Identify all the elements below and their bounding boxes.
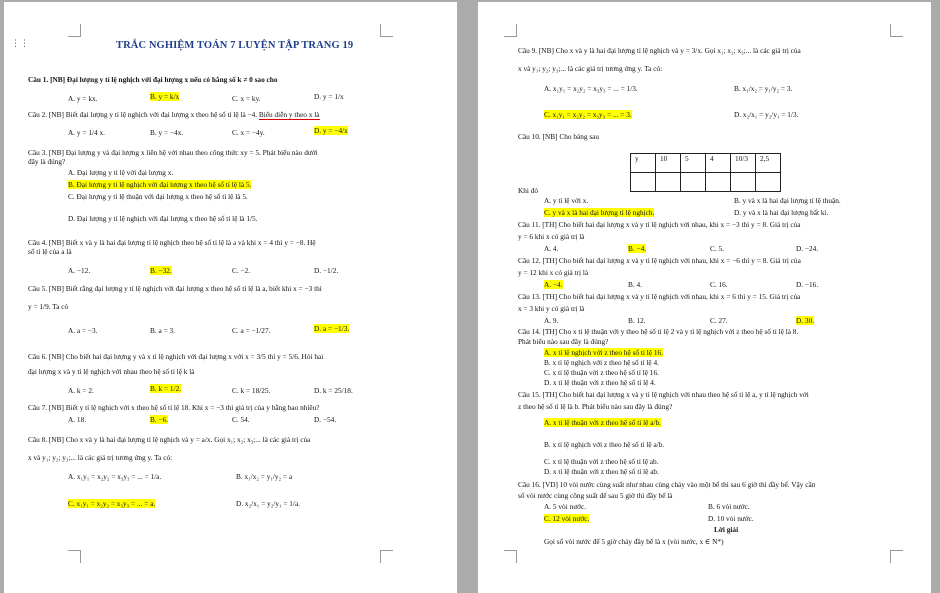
q1-option-d: D. y = 1/x — [314, 92, 344, 101]
q16-option-d: D. 10 vòi nước. — [708, 514, 754, 523]
document-page-right — [478, 2, 931, 593]
q16-option-a: A. 5 vòi nước. — [544, 502, 587, 511]
question-4-stem-line2: số tỉ lệ của a là — [28, 247, 72, 256]
question-16-stem-line2: số vòi nước cùng công suất để sau 5 giờ thì đầy bể là — [518, 491, 673, 500]
q13-option-a: A. 9. — [544, 316, 559, 325]
question-14-stem-line2: Phát biểu nào sau đây là đúng? — [518, 337, 609, 346]
q14-option-b: B. x tỉ lệ nghịch với z theo hệ số tỉ lệ 4. — [544, 358, 659, 367]
q16-option-c: C. 12 vòi nước. — [544, 514, 590, 523]
q12-option-b: B. 4. — [628, 280, 642, 289]
q4-option-c: C. −2. — [232, 266, 251, 275]
value-table — [630, 153, 781, 192]
q2-stem-part2: Biểu diễn y theo x là — [258, 110, 320, 119]
q12-option-a: A. −4. — [544, 280, 563, 289]
question-10-stem: Câu 10. [NB] Cho bảng sau — [518, 132, 600, 141]
question-9-stem-line1: Câu 9. [NB] Cho x và y là hai đại lượng tỉ lệ nghịch và y = 3/x. Gọi x₁; x₂; x₃;... là các giá trị của — [518, 46, 801, 55]
q8-option-a: A. x₁y₁ = x₂y₂ = x₃y₃ = ... = 1/a. — [68, 472, 162, 481]
q3-option-b: B. Đại lượng y tỉ lệ nghịch với đại lượng x theo hệ số tỉ lệ là 5. — [68, 180, 252, 189]
q3-option-c: C. Đại lượng y tỉ lệ thuận với đại lượng x theo hệ số tỉ lệ là 5. — [68, 192, 248, 201]
table-cell — [631, 173, 656, 192]
q11-option-c: C. 5. — [710, 244, 724, 253]
q4-option-b: B. −32. — [150, 266, 172, 275]
question-15-stem-line2: z theo hệ số tỉ lệ là b. Phát biểu nào sau đây là đúng? — [518, 402, 673, 411]
table-cell — [706, 173, 731, 192]
q12-option-d: D. −16. — [796, 280, 819, 289]
q8-option-c: C. x₁y₁ = x₂y₂ = x₃y₃ = ... = a. — [68, 499, 156, 508]
q13-option-d: D. 30. — [796, 316, 815, 325]
question-11-stem-line1: Câu 11. [TH] Cho biết hai đại lượng x và y tỉ lệ nghịch với nhau, khi x = −3 thì y = 8. Giá trị của — [518, 220, 801, 229]
q16-option-b: B. 6 vòi nước. — [708, 502, 750, 511]
q2-option-c: C. x = −4y. — [232, 128, 265, 137]
question-5-stem-line2: y = 1/9. Ta có — [28, 302, 69, 311]
q11-option-d: D. −24. — [796, 244, 819, 253]
crop-mark — [890, 24, 903, 37]
document-page-left — [4, 2, 457, 593]
table-header-y: y — [631, 154, 656, 173]
question-8-stem-line2: x và y₁; y₂; y₃;... là các giá trị tương ứng y. Ta có: — [28, 453, 173, 462]
table-cell — [681, 173, 706, 192]
q9-option-d: D. x₂/x₁ = y₂/y₁ = 1/3. — [734, 110, 799, 119]
q7-option-a: A. 18. — [68, 415, 87, 424]
question-11-stem-line2: y = 6 khi x có giá trị là — [518, 232, 585, 241]
table-cell: 10 — [656, 154, 681, 173]
q8-option-d: D. x₂/x₁ = y₂/y₁ = 1/a. — [236, 499, 301, 508]
q4-option-d: D. −1/2. — [314, 266, 339, 275]
q13-option-c: C. 27. — [710, 316, 728, 325]
q10-option-c: C. y và x là hai đại lượng tỉ lệ nghịch. — [544, 208, 655, 217]
question-13-stem-line1: Câu 13. [TH] Cho biết hai đại lượng x và y tỉ lệ nghịch với nhau, khi x = 6 thì y = 15. Giá trị của — [518, 292, 801, 301]
question-16-stem-line1: Câu 16. [VD] 10 vòi nước cùng suất như nhau cùng chảy vào một bể thì sau 6 giờ thì đầy bể. Vậy cần — [518, 480, 816, 489]
q14-option-c: C. x tỉ lệ thuận với z theo hệ số tỉ lệ 16. — [544, 368, 659, 377]
drag-handle-icon[interactable]: ⋮⋮ — [11, 39, 29, 49]
q1-option-a: A. y = kx. — [68, 94, 98, 103]
table-cell: 10/3 — [731, 154, 756, 173]
q1-option-c: C. x = ky. — [232, 94, 261, 103]
question-6-stem-line1: Câu 6. [NB] Cho biết hai đại lượng y và x tỉ lệ nghịch với đại lượng x với x = 3/5 thì y = 5/6. Hỏi hai — [28, 352, 324, 361]
q11-option-b: B. −4. — [628, 244, 647, 253]
question-8-stem-line1: Câu 8. [NB] Cho x và y là hai đại lượng tỉ lệ nghịch và y = a/x. Gọi x₁; x₂; x₃;... là các giá trị của — [28, 435, 311, 444]
q9-option-c: C. x₁y₁ = x₂y₂ = x₃y₃ = ... = 3. — [544, 110, 632, 119]
solution-line: Gọi số vòi nước để 5 giờ chảy đầy bể là x (vòi nước, x ∈ N*) — [544, 537, 724, 546]
table-cell: 4 — [706, 154, 731, 173]
q6-option-a: A. k = 2. — [68, 386, 94, 395]
q14-option-a: A. x tỉ lệ nghịch với z theo hệ số tỉ lệ 16. — [544, 348, 663, 357]
crop-mark — [380, 24, 393, 37]
q3-option-d: D. Đại lượng y tỉ lệ nghịch với đại lượng x theo hệ số tỉ lệ là 1/5. — [68, 214, 258, 223]
crop-mark — [380, 550, 393, 563]
table-cell: 2,5 — [756, 154, 781, 173]
q10-option-a: A. y tỉ lệ với x. — [544, 196, 589, 205]
q12-option-c: C. 16. — [710, 280, 728, 289]
question-9-stem-line2: x và y₁; y₂; y₃;... là các giá trị tương ứng y. Ta có: — [518, 64, 663, 73]
question-7-stem: Câu 7. [NB] Biết y tỉ lệ nghịch với x theo hệ số tỉ lệ 18. Khi x = −3 thì giá trị của y bằng bao nhiêu? — [28, 403, 320, 412]
page-title: TRẮC NGHIỆM TOÁN 7 LUYỆN TẬP TRANG 19 — [116, 40, 354, 51]
q15-option-a: A. x tỉ lệ thuận với z theo hệ số tỉ lệ a/b. — [544, 418, 661, 427]
q11-option-a: A. 4. — [544, 244, 559, 253]
q5-option-c: C. a = −1/27. — [232, 326, 271, 335]
q10-lead: Khi đó — [518, 186, 539, 195]
crop-mark — [504, 550, 517, 563]
question-3-stem-line1: Câu 3. [NB] Đại lượng y và đại lượng x liên hệ với nhau theo công thức xy = 5. Phát biểu nào dưới — [28, 148, 318, 157]
q5-option-a: A. a = −3. — [68, 326, 98, 335]
table-cell — [756, 173, 781, 192]
crop-mark — [890, 550, 903, 563]
q8-option-b: B. x₁/x₂ = y₁/y₂ = a — [236, 472, 293, 481]
q3-option-a: A. Đại lượng y tỉ lệ với đại lượng x. — [68, 168, 174, 177]
crop-mark — [504, 24, 517, 37]
question-3-stem-line2: đây là đúng? — [28, 157, 66, 166]
crop-mark — [68, 550, 81, 563]
q5-option-b: B. a = 3. — [150, 326, 175, 335]
table-cell — [731, 173, 756, 192]
question-6-stem-line2: đại lượng x và y tỉ lệ nghịch với nhau theo hệ số tỉ lệ k là — [28, 367, 195, 376]
q10-option-b: B. y và x là hai đại lượng tỉ lệ thuận. — [734, 196, 841, 205]
q2-option-a: A. y = 1/4 x. — [68, 128, 105, 137]
question-4-stem-line1: Câu 4. [NB] Biết x và y là hai đại lượng tỉ lệ nghịch theo hệ số tỉ lệ là a và khi x = 4 thì y = −8. Hệ — [28, 238, 316, 247]
question-5-stem-line1: Câu 5. [NB] Biết rằng đại lượng y tỉ lệ nghịch với đại lượng x theo hệ số tỉ lệ là a, biết khi x = −3 thì — [28, 284, 322, 293]
q2-stem-part1: Câu 2. [NB] Biết đại lượng y tỉ lệ nghịch với đại lượng x theo hệ số tỉ lệ là −4. — [28, 110, 259, 119]
q15-option-b: B. x tỉ lệ nghịch với z theo hệ số tỉ lệ a/b. — [544, 440, 665, 449]
table-cell: 5 — [681, 154, 706, 173]
q4-option-a: A. −12. — [68, 266, 91, 275]
q7-option-b: B. −6. — [150, 415, 169, 424]
question-2-stem — [28, 110, 320, 119]
q1-option-b: B. y = k/x — [150, 92, 180, 101]
question-15-stem-line1: Câu 15. [TH] Cho biết hai đại lượng x và y tỉ lệ nghịch với nhau theo hệ số tỉ lệ a, y tỉ lệ nghịch với — [518, 390, 809, 399]
q14-option-d: D. x tỉ lệ thuận với z theo hệ số tỉ lệ 4. — [544, 378, 656, 387]
question-12-stem-line2: y = 12 khi x có giá trị là — [518, 268, 589, 277]
question-14-stem-line1: Câu 14. [TH] Cho x tỉ lệ thuận với y theo hệ số tỉ lệ 2 và y tỉ lệ nghịch với z theo hệ số tỉ lệ là 8. — [518, 327, 799, 336]
q7-option-d: D. −54. — [314, 415, 337, 424]
q15-option-d: D. x tỉ lệ thuận với z theo hệ số tỉ lệ ab. — [544, 467, 659, 476]
q15-option-c: C. x tỉ lệ thuận với z theo hệ số tỉ lệ ab. — [544, 457, 659, 466]
q7-option-c: C. 54. — [232, 415, 250, 424]
q13-option-b: B. 12. — [628, 316, 646, 325]
q2-option-b: B. y = −4x. — [150, 128, 184, 137]
q10-option-d: D. y và x là hai đại lượng bất kì. — [734, 208, 829, 217]
q5-option-d: D. a = −1/3. — [314, 324, 350, 333]
q9-option-b: B. x₁/x₂ = y₁/y₂ = 3. — [734, 84, 793, 93]
q2-option-d: D. y = −4/x — [314, 126, 348, 135]
q6-option-d: D. k = 25/18. — [314, 386, 353, 395]
question-13-stem-line2: x = 3 khi y có giá trị là — [518, 304, 585, 313]
table-cell — [656, 173, 681, 192]
q6-option-b: B. k = 1/2. — [150, 384, 182, 393]
q6-option-c: C. k = 18/25. — [232, 386, 271, 395]
question-12-stem-line1: Câu 12. [TH] Cho biết hai đại lượng x và y tỉ lệ nghịch với nhau, khi x = −6 thì y = 8. Giá trị của — [518, 256, 801, 265]
solution-heading: Lời giải — [714, 525, 739, 534]
question-1-stem: Câu 1. [NB] Đại lượng y tỉ lệ nghịch với đại lượng x nếu có hằng số k ≠ 0 sao cho — [28, 75, 278, 84]
q9-option-a: A. x₁y₁ = x₂y₂ = x₃y₃ = ... = 1/3. — [544, 84, 638, 93]
crop-mark — [68, 24, 81, 37]
